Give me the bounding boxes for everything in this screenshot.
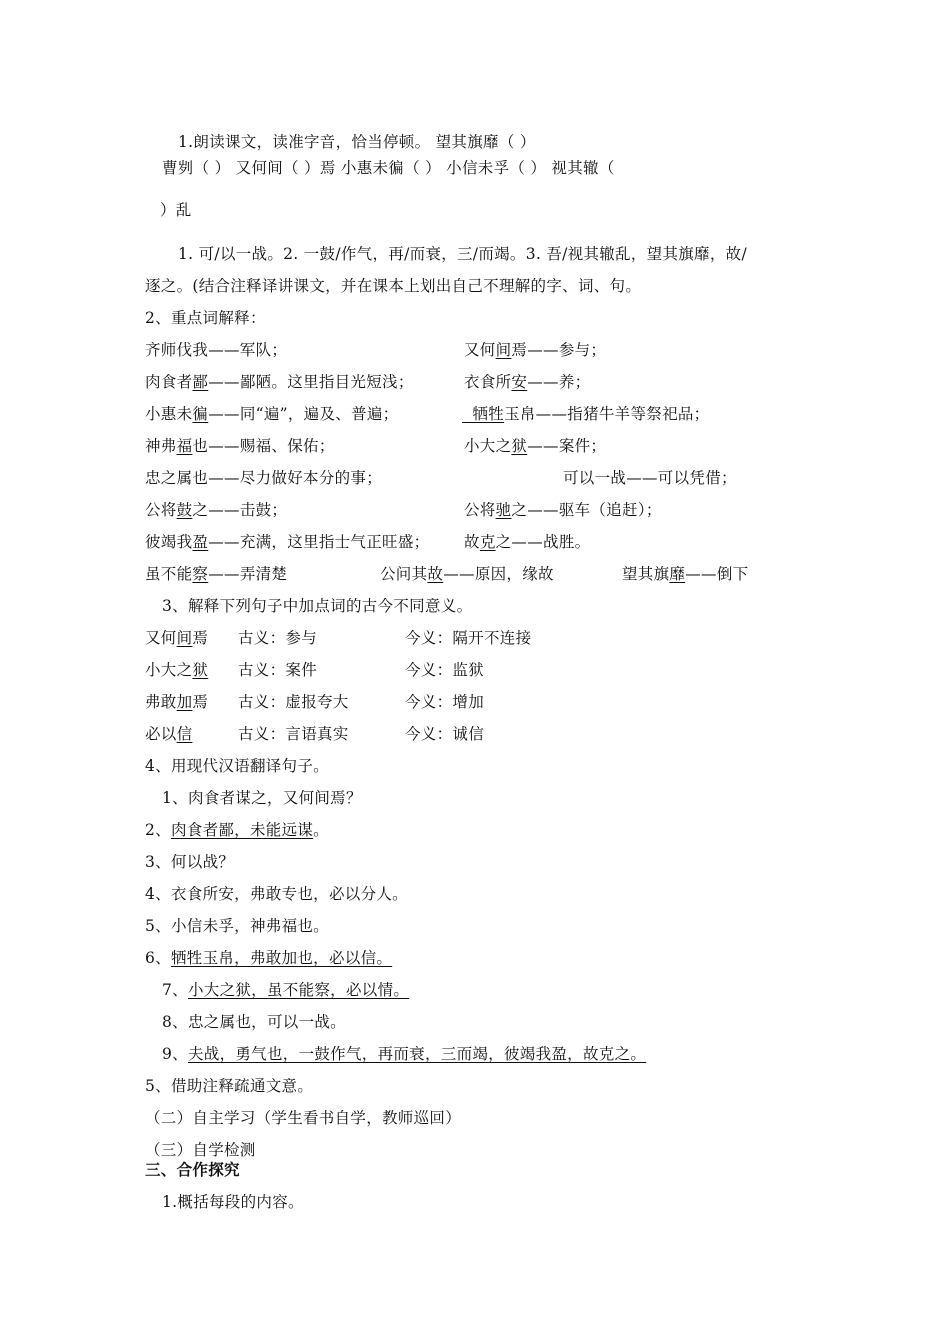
word-entry-left: 肉食者鄙——鄙陋。这里指目光短浅； [145, 373, 414, 391]
translation-item: 2、肉食者鄙，未能远谋。 [145, 821, 329, 839]
pause-marks-line: 1. 可/以一战。2. 一鼓/作气，再/而衰，三/而竭。3. 吾/视其辙乱，望其旗靡，故/ [178, 245, 747, 263]
word-entry-right: 又何间焉——参与； [464, 341, 607, 359]
translation-item: 6、牺牲玉帛，弗敢加也，必以信。 [145, 949, 393, 967]
translation-item: 7、小大之狱，虽不能察，必以情。 [162, 981, 410, 999]
phrase: 小大之狱 [145, 661, 209, 679]
modern-meaning: 今义：诚信 [405, 725, 485, 743]
word-entry-left: 小惠未徧——同“遍”，遍及、普遍； [145, 405, 399, 423]
ancient-meaning: 古义：言语真实 [238, 725, 349, 743]
word-entry-right: 小大之狱——案件； [464, 437, 607, 455]
modern-meaning: 今义：隔开不连接 [405, 629, 532, 647]
phrase: 必以信 [145, 725, 193, 743]
word-entry-left: 公将鼓之——击鼓； [145, 501, 288, 519]
pause-marks-line-cont: 逐之。(结合注释译讲课文，并在课本上划出自己不理解的字、词、句。 [145, 277, 642, 295]
part3-title: 三、合作探究 [145, 1161, 240, 1179]
translation-heading: 4、用现代汉语翻译句子。 [145, 757, 329, 775]
self-check-heading: （三）自学检测 [145, 1141, 256, 1159]
word-entry-right: 牺牲玉帛——指猪牛羊等祭祀品； [462, 405, 710, 423]
word-entry: 虽不能察——弄清楚 [145, 565, 288, 583]
annotation-heading: 5、借助注释疏通文意。 [145, 1077, 314, 1095]
word-entry-right: 故克之——战胜。 [464, 533, 591, 551]
word-entry-right: 公将驰之——驱车（追赶）； [464, 501, 662, 519]
translation-item: 8、忠之属也，可以一战。 [162, 1013, 346, 1031]
ancient-meaning: 古义：虚报夸大 [238, 693, 349, 711]
word-entry-left: 神弗福也——赐福、保佑； [145, 437, 335, 455]
word-entry-left: 齐师伐我——军队； [145, 341, 288, 359]
word-entry-right: 可以一战——可以凭借； [563, 469, 737, 487]
translation-item: 3、何以战？ [145, 853, 235, 871]
pronunciation-blanks: 曹刿（ ） 又何间（ ）焉 小惠未徧（ ） 小信未孚（ ） 视其辙（ [162, 159, 615, 177]
key-words-heading: 2、重点词解释： [145, 309, 266, 327]
word-entry: 望其旗靡——倒下 [622, 565, 749, 583]
word-entry: 公问其故——原因，缘故 [380, 565, 554, 583]
part3-item: 1.概括每段的内容。 [162, 1193, 304, 1211]
translation-item: 9、夫战，勇气也，一鼓作气，再而衰，三而竭，彼竭我盈，故克之。 [162, 1045, 647, 1063]
self-study-heading: （二）自主学习（学生看书自学，教师巡回） [145, 1109, 462, 1127]
modern-meaning: 今义：监狱 [405, 661, 485, 679]
translation-item: 5、小信未孚，神弗福也。 [145, 917, 329, 935]
ancient-meaning: 古义：参与 [238, 629, 318, 647]
translation-item: 4、衣食所安，弗敢专也，必以分人。 [145, 885, 408, 903]
phrase: 又何间焉 [145, 629, 209, 647]
reading-instruction: 1.朗读课文，读准字音，恰当停顿。 望其旗靡（ ） [178, 133, 536, 151]
ancient-modern-heading: 3、解释下列句子中加点词的古今不同意义。 [162, 597, 473, 615]
word-entry-left: 彼竭我盈——充满，这里指士气正旺盛； [145, 533, 430, 551]
ancient-meaning: 古义：案件 [238, 661, 318, 679]
phrase: 弗敢加焉 [145, 693, 209, 711]
word-entry-left: 忠之属也——尽力做好本分的事； [145, 469, 383, 487]
translation-item: 1、肉食者谋之，又何间焉？ [162, 789, 362, 807]
modern-meaning: 今义：增加 [405, 693, 485, 711]
word-entry-right: 衣食所安——养； [464, 373, 591, 391]
pronunciation-blanks-cont: ）乱 [160, 201, 192, 219]
